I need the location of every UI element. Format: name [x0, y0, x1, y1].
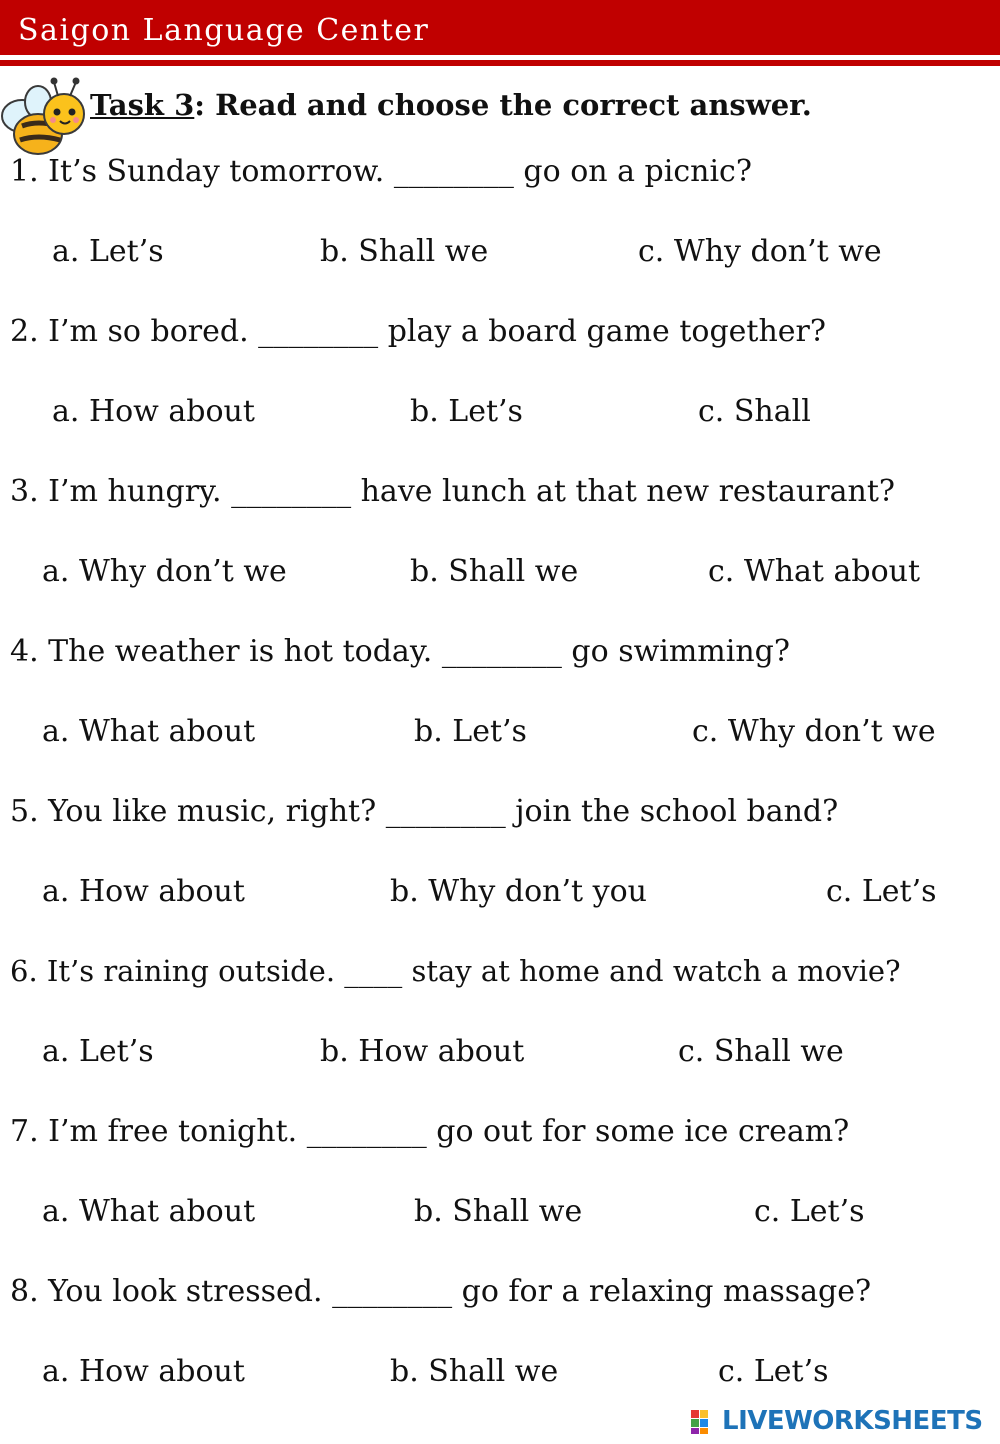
q5-option-b[interactable]: b. Why don’t you	[390, 874, 647, 909]
question-3: 3. I’m hungry. ________ have lunch at that new restaurant?	[10, 474, 896, 509]
q7-option-b[interactable]: b. Shall we	[414, 1194, 583, 1229]
header-title: Saigon Language Center	[18, 13, 430, 48]
q6-option-a[interactable]: a. Let’s	[42, 1034, 154, 1069]
question-2: 2. I’m so bored. ________ play a board game together?	[10, 314, 826, 349]
q4-option-a[interactable]: a. What about	[42, 714, 256, 749]
question-5: 5. You like music, right? ________ join the school band?	[10, 794, 839, 829]
task-label: Task 3	[90, 88, 195, 122]
q2-option-c[interactable]: c. Shall	[698, 394, 811, 429]
q8-option-c[interactable]: c. Let’s	[718, 1354, 829, 1389]
q1-option-b[interactable]: b. Shall we	[320, 234, 489, 269]
question-4: 4. The weather is hot today. ________ go swimming?	[10, 634, 790, 669]
question-1: 1. It’s Sunday tomorrow. ________ go on a picnic?	[10, 154, 752, 189]
q4-option-c[interactable]: c. Why don’t we	[692, 714, 936, 749]
q4-option-b[interactable]: b. Let’s	[414, 714, 527, 749]
q7-option-a[interactable]: a. What about	[42, 1194, 256, 1229]
header-bar	[0, 0, 1000, 55]
liveworksheets-logo[interactable]	[690, 1403, 983, 1439]
q5-option-a[interactable]: a. How about	[42, 874, 245, 909]
q2-option-a[interactable]: a. How about	[52, 394, 255, 429]
q7-option-c[interactable]: c. Let’s	[754, 1194, 865, 1229]
q2-option-b[interactable]: b. Let’s	[410, 394, 523, 429]
q6-option-b[interactable]: b. How about	[320, 1034, 525, 1069]
q8-option-b[interactable]: b. Shall we	[390, 1354, 559, 1389]
bee-icon	[0, 74, 92, 156]
question-7: 7. I’m free tonight. ________ go out for some ice cream?	[10, 1114, 850, 1149]
q5-option-c[interactable]: c. Let’s	[826, 874, 937, 909]
question-8: 8. You look stressed. ________ go for a relaxing massage?	[10, 1274, 872, 1309]
header-divider	[0, 60, 1000, 66]
q6-option-c[interactable]: c. Shall we	[678, 1034, 844, 1069]
q3-option-a[interactable]: a. Why don’t we	[42, 554, 287, 589]
question-6: 6. It’s raining outside. ____ stay at home and watch a movie?	[10, 954, 901, 988]
q3-option-b[interactable]: b. Shall we	[410, 554, 579, 589]
logo-text: LIVEWORKSHEETS	[722, 1406, 983, 1436]
q1-option-c[interactable]: c. Why don’t we	[638, 234, 882, 269]
q3-option-c[interactable]: c. What about	[708, 554, 921, 589]
task-instruction: : Read and choose the correct answer.	[194, 88, 812, 122]
q8-option-a[interactable]: a. How about	[42, 1354, 245, 1389]
task-title	[90, 88, 812, 122]
liveworksheets-logo-icon	[690, 1406, 720, 1436]
q1-option-a[interactable]: a. Let’s	[52, 234, 164, 269]
